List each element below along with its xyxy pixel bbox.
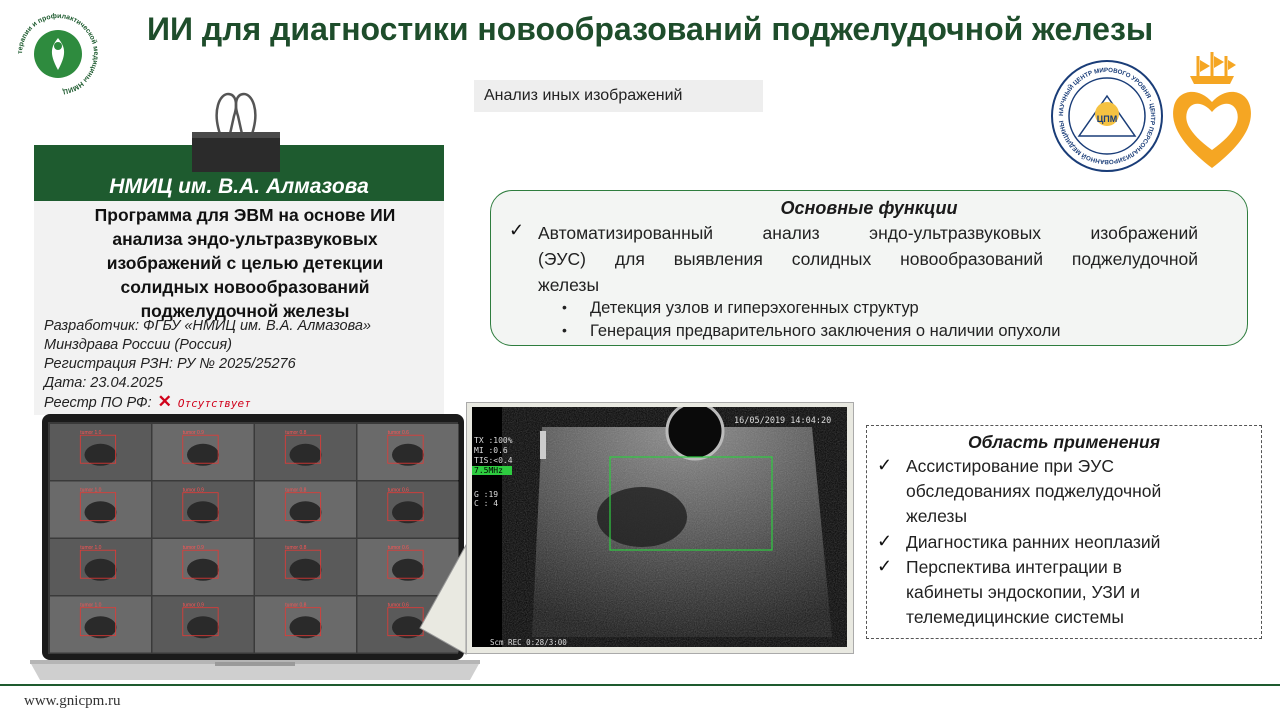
application-item-line: железы (906, 506, 968, 526)
registration-date: Дата: 23.04.2025 (44, 375, 163, 391)
application-title: Область применения (968, 432, 1160, 452)
thumbnail-lesion (290, 444, 322, 466)
description-line: Программа для ЭВМ на основе ИИ (94, 205, 396, 225)
check-icon: ✓ (877, 455, 893, 475)
application-item-line: телемедицинские системы (906, 607, 1124, 627)
detection-label: tumor 0.9 (182, 545, 204, 552)
svg-text:Scm REC 0:28/3:00: Scm REC 0:28/3:00 (490, 638, 567, 647)
functions-title: Основные функции (780, 198, 958, 218)
svg-text:TIS:<0.4: TIS:<0.4 (474, 456, 513, 465)
application-item (906, 530, 1216, 555)
registry-status-value: Отсутствует (177, 397, 251, 410)
thumbnail-lesion (187, 616, 219, 638)
card-header-title: НМИЦ им. В.А. Алмазова (109, 175, 369, 198)
application-item-line: Диагностика ранних неоплазий (906, 532, 1161, 552)
thumbnail-lesion (187, 501, 219, 523)
svg-text:C : 4: C : 4 (474, 499, 499, 508)
thumbnail-lesion (392, 616, 424, 638)
registration-number: Регистрация РЗН: РУ № 2025/25276 (44, 356, 296, 372)
svg-text:терапии и профилактической мед: терапии и профилактической медицины НМИЦ (16, 12, 100, 95)
nmic-logo-icon (12, 8, 104, 100)
check-icon: ✓ (509, 220, 525, 240)
thumbnail-lesion (290, 559, 322, 581)
heart-ship-logo-icon (1168, 50, 1256, 170)
registry-status (44, 392, 444, 413)
svg-text:7.5MHz: 7.5MHz (474, 466, 503, 475)
svg-text:ЦПМ: ЦПМ (1096, 114, 1118, 124)
application-item-line: обследованиях поджелудочной (906, 481, 1162, 501)
cross-icon: ✕ (157, 392, 172, 411)
footer-divider (0, 684, 1280, 686)
thumbnail-lesion (85, 501, 117, 523)
application-item (906, 454, 1216, 529)
svg-text:16/05/2019 14:04:20: 16/05/2019 14:04:20 (734, 416, 832, 426)
footer-link[interactable]: www.gnicpm.ru (24, 693, 121, 709)
svg-text:MI :0.6: MI :0.6 (474, 446, 508, 455)
detection-label: tumor 0.6 (387, 430, 409, 437)
registry-label: Реестр ПО РФ: (44, 395, 152, 411)
detection-label: tumor 0.9 (182, 430, 204, 437)
function-bullet: Генерация предварительного заключения о наличии опухоли (590, 322, 1061, 340)
application-item-line: Перспектива интеграции в (906, 557, 1122, 577)
detection-label: tumor 0.9 (182, 602, 204, 609)
thumbnail-lesion (85, 444, 117, 466)
detection-label: tumor 0.6 (387, 602, 409, 609)
thumbnail-lesion (85, 616, 117, 638)
thumbnail-lesion (392, 444, 424, 466)
bullet-icon: • (562, 299, 567, 315)
description-line: изображений с целью детекции (106, 253, 384, 273)
thumbnail-lesion (85, 559, 117, 581)
science-center-logo-icon (1049, 58, 1165, 174)
description-line: анализа эндо-ультразвуковых (112, 229, 378, 249)
svg-text:НАУЧНЫЙ ЦЕНТР МИРОВОГО УРОВНЯ: НАУЧНЫЙ ЦЕНТР МИРОВОГО УРОВНЯ · ЦЕНТР ПЕРСОНАЛИЗИРОВАННОЙ МЕДИЦИНЫ (1057, 66, 1157, 166)
bullet-icon: • (562, 322, 567, 338)
function-text-line: железы (538, 275, 600, 295)
check-icon: ✓ (877, 556, 893, 576)
application-item (906, 555, 1216, 630)
check-icon: ✓ (877, 531, 893, 551)
detection-label: tumor 1.0 (80, 545, 102, 552)
application-item-line: кабинеты эндоскопии, УЗИ и (906, 582, 1140, 602)
detection-label: tumor 0.6 (387, 487, 409, 494)
category-tag: Анализ иных изображений (474, 80, 763, 112)
detection-label: tumor 0.8 (285, 602, 307, 609)
developer-line: Разработчик: ФГБУ «НМИЦ им. В.А. Алмазова» (44, 318, 371, 334)
thumbnail-lesion (290, 616, 322, 638)
detection-label: tumor 1.0 (80, 430, 102, 437)
binder-clip-icon (192, 90, 280, 172)
detection-label: tumor 0.6 (387, 545, 409, 552)
detection-label: tumor 0.8 (285, 487, 307, 494)
detection-label: tumor 0.9 (182, 487, 204, 494)
svg-text:TX :100%: TX :100% (474, 436, 513, 445)
thumbnail-lesion (392, 501, 424, 523)
developer-country: Минздрава России (Россия) (44, 337, 232, 353)
thumbnail-lesion (187, 444, 219, 466)
ultrasound-image (472, 407, 847, 647)
detection-label: tumor 0.8 (285, 545, 307, 552)
description-line: поджелудочной железы (140, 301, 350, 321)
function-text-line: (ЭУС) для выявления солидных новообразований поджелудочной (538, 249, 1198, 269)
detection-label: tumor 1.0 (80, 487, 102, 494)
detection-label: tumor 0.8 (285, 430, 307, 437)
page-title: ИИ для диагностики новообразований поджелудочной железы (147, 11, 1154, 47)
description-line: солидных новообразований (120, 277, 370, 297)
function-bullet: Детекция узлов и гиперэхогенных структур (590, 299, 919, 317)
thumbnail-lesion (187, 559, 219, 581)
detection-label: tumor 1.0 (80, 602, 102, 609)
svg-text:G :19: G :19 (474, 490, 499, 499)
laptop-screenshot-image (30, 412, 480, 690)
application-item-line: Ассистирование при ЭУС (906, 456, 1115, 476)
thumbnail-lesion (392, 559, 424, 581)
product-description (56, 203, 434, 323)
thumbnail-lesion (290, 501, 322, 523)
function-text-line: Автоматизированный анализ эндо-ультразвуковых изображений (538, 223, 1198, 243)
